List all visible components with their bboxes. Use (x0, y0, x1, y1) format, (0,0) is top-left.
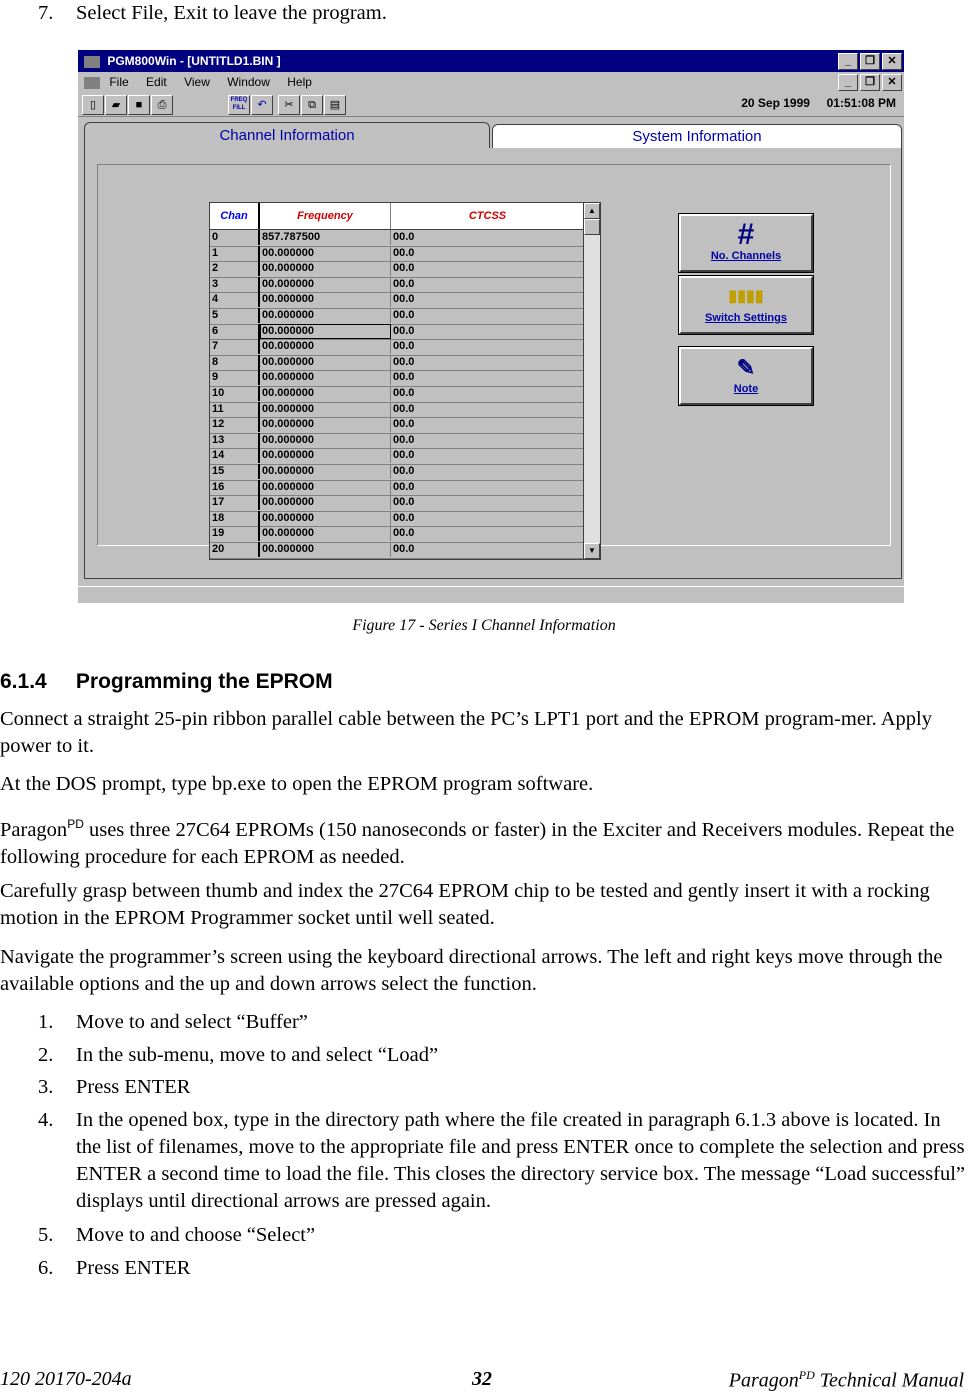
table-row[interactable] (210, 433, 584, 450)
doc-close-button[interactable]: ✕ (882, 74, 902, 91)
step-text: Select File, Exit to leave the program. (76, 2, 387, 24)
cell-ctcss[interactable]: 00.0 (393, 355, 415, 368)
tab-system-information[interactable]: System Information (492, 124, 902, 149)
table-row[interactable] (210, 324, 584, 341)
grid-header (210, 203, 584, 230)
channel-panel (84, 148, 902, 579)
cell-frequency[interactable]: 00.000000 (260, 464, 391, 479)
cell-ctcss[interactable]: 00.0 (393, 465, 415, 477)
step-number: 3. (38, 1076, 54, 1098)
cell-chan[interactable]: 16 (210, 480, 260, 495)
header-ctcss[interactable]: CTCSS (468, 210, 507, 222)
cell-ctcss[interactable]: 00.0 (393, 480, 415, 493)
table-row[interactable] (210, 386, 584, 403)
cell-frequency[interactable]: 00.000000 (260, 261, 391, 276)
cell-chan[interactable]: 13 (210, 433, 260, 448)
cell-frequency[interactable]: 00.000000 (260, 480, 391, 495)
cell-ctcss[interactable]: 00.0 (393, 231, 415, 243)
cell-ctcss[interactable]: 00.0 (393, 293, 415, 306)
cut-icon[interactable]: ✂ (278, 95, 300, 115)
doc-minimize-button[interactable]: _ (838, 74, 858, 91)
save-disk-icon[interactable]: ■ (128, 95, 150, 115)
no-channels-button[interactable] (679, 214, 813, 272)
menu-file[interactable]: File (109, 75, 129, 89)
cell-frequency[interactable]: 00.000000 (260, 526, 391, 541)
print-icon[interactable]: ⎙ (151, 95, 173, 115)
cell-frequency[interactable]: 00.000000 (260, 495, 391, 510)
date-display: 20 Sep 1999 (741, 96, 810, 110)
cell-frequency[interactable]: 00.000000 (260, 292, 391, 307)
section-number: 6.1.4 (0, 670, 47, 693)
app-screenshot (78, 50, 904, 603)
menu-bar (78, 72, 904, 92)
status-bar (78, 586, 904, 603)
footer-manual-title (729, 1368, 964, 1393)
cell-chan[interactable]: 12 (210, 417, 260, 432)
cell-frequency[interactable]: 00.000000 (260, 402, 391, 417)
table-row[interactable] (210, 526, 584, 543)
cell-ctcss[interactable]: 00.0 (393, 433, 415, 446)
table-row[interactable] (210, 464, 584, 481)
cell-chan[interactable]: 5 (210, 308, 260, 323)
cell-chan[interactable]: 8 (210, 355, 260, 370)
step-text: Move to and choose “Select” (76, 1224, 316, 1246)
cell-chan[interactable]: 6 (210, 324, 260, 339)
cell-chan[interactable]: 4 (210, 292, 260, 307)
table-row[interactable] (210, 511, 584, 528)
close-button[interactable]: ✕ (882, 53, 902, 70)
note-button[interactable] (679, 347, 813, 405)
table-row[interactable] (210, 261, 584, 278)
cell-frequency[interactable]: 00.000000 (260, 417, 391, 432)
scroll-down-icon[interactable]: ▼ (584, 543, 600, 559)
table-row[interactable] (210, 542, 584, 559)
step-text: Move to and select “Buffer” (76, 1011, 308, 1033)
cell-chan[interactable]: 1 (210, 246, 260, 261)
menu-edit[interactable]: Edit (146, 75, 167, 89)
cell-frequency[interactable]: 857.787500 (260, 230, 391, 245)
grid-scrollbar[interactable] (583, 203, 600, 559)
step-number: 2. (38, 1044, 54, 1066)
table-row[interactable] (210, 495, 584, 512)
cell-ctcss[interactable]: 00.0 (393, 340, 415, 353)
minimize-button[interactable]: _ (838, 53, 858, 70)
cell-frequency[interactable]: 00.000000 (260, 355, 391, 370)
section-title: Programming the EPROM (75, 670, 333, 693)
cell-chan[interactable]: 19 (210, 526, 260, 541)
notepad-pencil-icon: ✎ (736, 355, 756, 380)
paragraph-cable: Connect a straight 25-pin ribbon parallel cable between the PC’s LPT1 port and the EPROM program-mer. Apply power to it. (0, 708, 932, 757)
cell-chan[interactable]: 18 (210, 511, 260, 526)
note-label: Note (733, 383, 759, 395)
cell-chan[interactable]: 0 (210, 230, 260, 245)
step-text: Press ENTER (76, 1076, 191, 1098)
no-channels-label: No. Channels (710, 250, 782, 262)
table-row[interactable] (210, 230, 584, 247)
cell-frequency[interactable]: 00.000000 (260, 324, 391, 339)
cell-frequency[interactable]: 00.000000 (260, 246, 391, 261)
freq-fill-button[interactable]: FREQ FILL (228, 95, 250, 115)
channel-grid[interactable] (209, 202, 601, 560)
step-text: In the sub-menu, move to and select “Load” (76, 1044, 439, 1066)
cell-ctcss[interactable]: 00.0 (393, 246, 415, 259)
app-titlebar (78, 50, 904, 72)
paragraph-dos: At the DOS prompt, type bp.exe to open the EPROM program software. (0, 773, 594, 795)
switch-settings-label: Switch Settings (705, 312, 787, 324)
header-chan[interactable]: Chan (210, 203, 260, 229)
paragraph-insert: Carefully grasp between thumb and index the 27C64 EPROM chip to be tested and gently insert it with a rocking motion in the EPROM Programmer socket until well seated. (0, 880, 930, 929)
restore-button[interactable]: ❐ (860, 53, 880, 70)
cell-ctcss[interactable]: 00.0 (393, 309, 415, 321)
step-number: 1. (38, 1011, 54, 1033)
copy-icon[interactable]: ⧉ (301, 95, 323, 115)
cell-chan[interactable]: 15 (210, 464, 260, 479)
toolbar (78, 92, 904, 117)
cell-ctcss[interactable]: 00.0 (393, 371, 415, 384)
cell-ctcss[interactable]: 00.0 (393, 449, 415, 462)
cell-ctcss[interactable]: 00.0 (393, 277, 415, 290)
cell-chan[interactable]: 20 (210, 542, 260, 557)
cell-frequency[interactable]: 00.000000 (260, 339, 391, 354)
cell-ctcss[interactable]: 00.0 (393, 262, 415, 275)
step-text: In the opened box, type in the directory path where the file created in paragraph 6.1.3 above is located. In the list of filenames, move to the appropriate file and press ENTER once to complete the selection and press ENTER a second time to load the file. This closes the directory service box. The message “Load successful” displays until directional arrows are pressed again. (76, 1109, 966, 1212)
cell-chan[interactable]: 2 (210, 261, 260, 276)
header-frequency[interactable]: Frequency (260, 203, 391, 229)
footer-page-number: 32 (472, 1368, 492, 1390)
cell-ctcss[interactable]: 00.0 (393, 496, 415, 509)
cell-ctcss[interactable]: 00.0 (393, 511, 415, 524)
cell-ctcss[interactable]: 00.0 (393, 527, 415, 540)
cell-chan[interactable]: 9 (210, 370, 260, 385)
table-row[interactable] (210, 246, 584, 263)
table-row[interactable] (210, 480, 584, 497)
cell-chan[interactable]: 10 (210, 386, 260, 401)
hash-icon: # (737, 218, 755, 251)
eprom-text: uses three 27C64 EPROMs (150 nanoseconds or faster) in the Exciter and Receivers modules. Repeat the following procedure for each EPROM as needed. (0, 818, 955, 868)
tab-area (84, 122, 902, 582)
section-heading (0, 670, 333, 694)
cell-chan[interactable]: 14 (210, 448, 260, 463)
step-text: Press ENTER (76, 1257, 191, 1279)
table-row[interactable] (210, 370, 584, 387)
doc-chip-icon (84, 77, 100, 89)
paragon-superscript: PD (67, 817, 84, 831)
menu-help[interactable]: Help (287, 75, 312, 89)
menu-view[interactable]: View (184, 75, 210, 89)
cell-chan[interactable]: 17 (210, 495, 260, 510)
cell-frequency[interactable]: 00.000000 (260, 542, 391, 557)
cell-frequency[interactable]: 00.000000 (260, 370, 391, 385)
table-row[interactable] (210, 308, 584, 325)
cell-frequency[interactable]: 00.000000 (260, 277, 391, 292)
cell-ctcss[interactable]: 00.0 (393, 387, 415, 399)
footer-manual: Technical Manual (814, 1369, 964, 1392)
cell-chan[interactable]: 7 (210, 339, 260, 354)
step-number: 4. (38, 1109, 54, 1131)
app-title: PGM800Win - [UNTITLD1.BIN ] (107, 54, 281, 68)
table-row[interactable] (210, 292, 584, 309)
cell-frequency[interactable]: 00.000000 (260, 308, 391, 323)
cell-ctcss[interactable]: 00.0 (393, 418, 415, 431)
paragraph-navigate: Navigate the programmer’s screen using the keyboard directional arrows. The left and right keys move through the available options and the up and down arrows select the function. (0, 946, 943, 995)
table-row[interactable] (210, 339, 584, 356)
table-row[interactable] (210, 448, 584, 465)
footer-superscript: PD (798, 1368, 815, 1382)
scroll-thumb[interactable] (584, 219, 600, 235)
scroll-up-icon[interactable]: ▲ (584, 203, 600, 219)
table-row[interactable] (210, 355, 584, 372)
menu-window[interactable]: Window (227, 75, 270, 89)
cell-frequency[interactable]: 00.000000 (260, 511, 391, 526)
table-row[interactable] (210, 402, 584, 419)
time-display: 01:51:08 PM (826, 96, 896, 110)
cell-ctcss[interactable]: 00.0 (393, 402, 415, 415)
cell-frequency[interactable]: 00.000000 (260, 448, 391, 463)
table-row[interactable] (210, 277, 584, 294)
undo-icon[interactable]: ↶ (251, 95, 273, 115)
paragon-word: Paragon (0, 818, 68, 841)
app-chip-icon (84, 56, 100, 68)
clock (741, 96, 896, 110)
tab-channel-information[interactable]: Channel Information (84, 122, 490, 149)
footer-doc-number: 120 20170-204a (0, 1368, 132, 1390)
cell-frequency[interactable]: 00.000000 (260, 386, 391, 401)
step-number: 6. (38, 1257, 54, 1279)
footer-paragon: Paragon (728, 1369, 799, 1392)
cell-frequency[interactable]: 00.000000 (260, 433, 391, 448)
step-number: 5. (38, 1224, 54, 1246)
cell-ctcss[interactable]: 00.0 (393, 324, 415, 337)
cell-chan[interactable]: 3 (210, 277, 260, 292)
cell-chan[interactable]: 11 (210, 402, 260, 417)
table-row[interactable] (210, 417, 584, 434)
open-folder-icon[interactable]: ▰ (105, 95, 127, 115)
figure-caption: Figure 17 - Series I Channel Information (352, 617, 616, 634)
paragraph-eproms (0, 811, 968, 871)
new-file-icon[interactable]: ▯ (82, 95, 104, 115)
doc-restore-button[interactable]: ❐ (860, 74, 880, 91)
dip-switch-icon: ▮▮▮▮ (728, 288, 764, 305)
cell-ctcss[interactable]: 00.0 (393, 543, 415, 555)
step-number: 7. (38, 2, 54, 24)
paste-icon[interactable]: ▤ (324, 95, 346, 115)
switch-settings-button[interactable] (679, 276, 813, 334)
